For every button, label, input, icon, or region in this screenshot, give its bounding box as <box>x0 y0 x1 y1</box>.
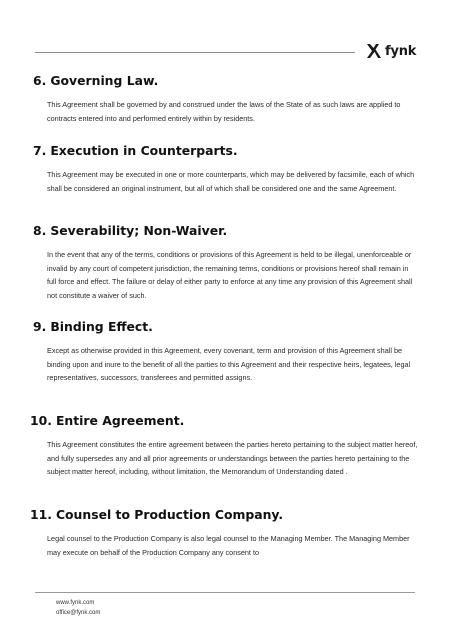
section-heading <box>30 507 418 523</box>
section-number: 11. <box>30 507 52 522</box>
section-number: 10. <box>30 413 52 428</box>
section-governing-law <box>33 73 418 125</box>
section-heading <box>33 143 418 159</box>
section-heading <box>30 413 418 429</box>
fynk-logo-icon <box>366 43 382 59</box>
section-entire-agreement <box>30 413 418 479</box>
section-title: Binding Effect. <box>50 319 153 334</box>
footer <box>56 598 100 618</box>
section-counsel-to-production-company <box>30 507 418 559</box>
section-title: Execution in Counterparts. <box>50 143 238 158</box>
section-body: Legal counsel to the Production Company is also legal counsel to the Managing Member. The Managing Member may execute on behalf of the Production Company any consent to <box>47 534 410 557</box>
brand-logo <box>366 42 416 60</box>
footer-divider <box>35 592 415 593</box>
section-title: Counsel to Production Company. <box>55 507 284 522</box>
section-binding-effect <box>33 319 418 385</box>
section-number: 8. <box>33 223 47 238</box>
section-title: Governing Law. <box>50 73 159 88</box>
header-divider <box>35 52 355 53</box>
section-number: 7. <box>33 143 47 158</box>
section-body: This Agreement may be executed in one or more counterparts, which may be delivered by facsimile, each of which shall be considered an original instrument, but all of which shall be considered one and the same Agreement. <box>47 170 415 193</box>
section-execution-in-counterparts <box>33 143 418 195</box>
section-number: 9. <box>33 319 47 334</box>
section-title: Severability; Non-Waiver. <box>50 223 228 238</box>
section-body: This Agreement shall be governed by and construed under the laws of the State of as such laws are applied to contracts entered into and performed entirely within by residents. <box>47 100 401 123</box>
footer-email-link[interactable]: office@fynk.com <box>56 610 101 616</box>
brand-name: fynk <box>385 43 417 59</box>
section-heading <box>33 223 418 239</box>
section-body: In the event that any of the terms, conditions or provisions of this Agreement is held to be illegal, unenforceable or invalid by any court of competent jurisdiction, the remaining terms, conditions or provisions hereof shall remain in full force and effect. The failure or delay of either party to enforce at any time any provision of this Agreement shall not constitute a waiver of such. <box>47 250 413 301</box>
footer-website-link[interactable]: www.fynk.com <box>56 600 95 606</box>
section-number: 6. <box>33 73 47 88</box>
section-heading <box>33 73 418 89</box>
section-body: This Agreement constitutes the entire agreement between the parties hereto pertaining to the subject matter hereof, and fully supersedes any and all prior agreements or understandings between the parties hereto pertaining to the subject matter hereof, including, without limitation, the Memorandum of Understanding dated . <box>47 440 418 477</box>
section-severability <box>33 223 418 303</box>
section-heading <box>33 319 418 335</box>
section-title: Entire Agreement. <box>55 413 185 428</box>
section-body: Except as otherwise provided in this Agreement, every covenant, term and provision of this Agreement shall be binding upon and inure to the benefit of all the parties to this Agreement and their respective heirs, legatees, legal representatives, successors, transferees and permitted assigns. <box>47 346 411 383</box>
